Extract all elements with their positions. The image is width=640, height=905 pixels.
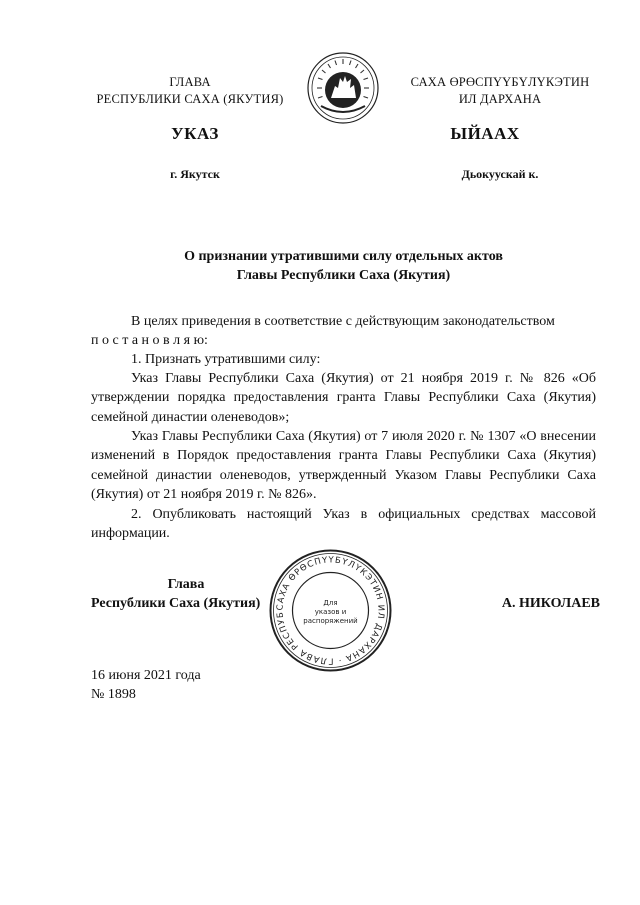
paragraph-item-2: 2. Опубликовать настоящий Указ в официальных средствах массовой информации.	[91, 507, 596, 542]
doc-type-sakha: ЫЙААХ	[450, 124, 520, 143]
signer-position-line2: Республики Саха (Якутия)	[91, 596, 261, 611]
place-sakha: Дьокуускай к.	[461, 167, 539, 181]
document-title	[91, 247, 596, 286]
title-line2: Главы Республики Саха (Якутия)	[236, 268, 451, 284]
paragraph-decree-826: Указ Главы Республики Саха (Якутия) от 21 ноября 2019 г. № 826 «Об утверждении порядка предоставления гранта Главы Республики Саха (Якутия) семейной династии оленеводов»;	[91, 371, 596, 425]
seal-outer-text: САХА ӨРӨСПҮҮБҮЛҮКЭТИН ИЛ ДАРХАНА · ГЛАВА РЕСПУБ	[275, 555, 386, 666]
title-line1: О признании утратившими силу отдельных актов	[184, 249, 503, 264]
signer-position-line1: Глава	[167, 577, 205, 592]
document-number: № 1898	[91, 687, 136, 702]
header-right-line2: ИЛ ДАРХАНА	[458, 92, 542, 106]
paragraph-item-1: 1. Признать утратившими силу:	[131, 352, 321, 367]
doc-type-ru: УКАЗ	[171, 124, 219, 143]
seal-center-line1: Для	[323, 599, 338, 607]
seal-center-line2: указов и	[314, 608, 347, 616]
header-right-block	[390, 74, 610, 108]
coat-of-arms-icon	[307, 52, 379, 124]
paragraph-preamble: В целях приведения в соответствие с действующим законодательством	[131, 314, 555, 329]
header-left-line2: РЕСПУБЛИКИ САХА (ЯКУТИЯ)	[96, 92, 284, 106]
header-right-line1: САХА ӨРӨСПҮҮБҮЛҮКЭТИН	[410, 75, 590, 89]
document-date: 16 июня 2021 года	[91, 668, 201, 683]
signer-name: А. НИКОЛАЕВ	[501, 596, 600, 611]
header-left-line1: ГЛАВА	[169, 75, 211, 89]
paragraph-decree-1307: Указ Главы Республики Саха (Якутия) от 7 июля 2020 г. № 1307 «О внесении изменений в Порядок предоставления гранта Главы Республики Саха (Якутия) семейной династии оленеводов, утвержденный Указом Главы Республики Саха (Якутия) от 21 ноября 2019 г. № 826».	[91, 429, 596, 503]
place-ru: г. Якутск	[170, 167, 220, 181]
decree-word: п о с т а н о в л я ю:	[91, 333, 208, 348]
official-seal	[268, 548, 393, 673]
seal-center-line3: распоряжений	[303, 617, 358, 625]
header-left-block	[80, 74, 300, 108]
